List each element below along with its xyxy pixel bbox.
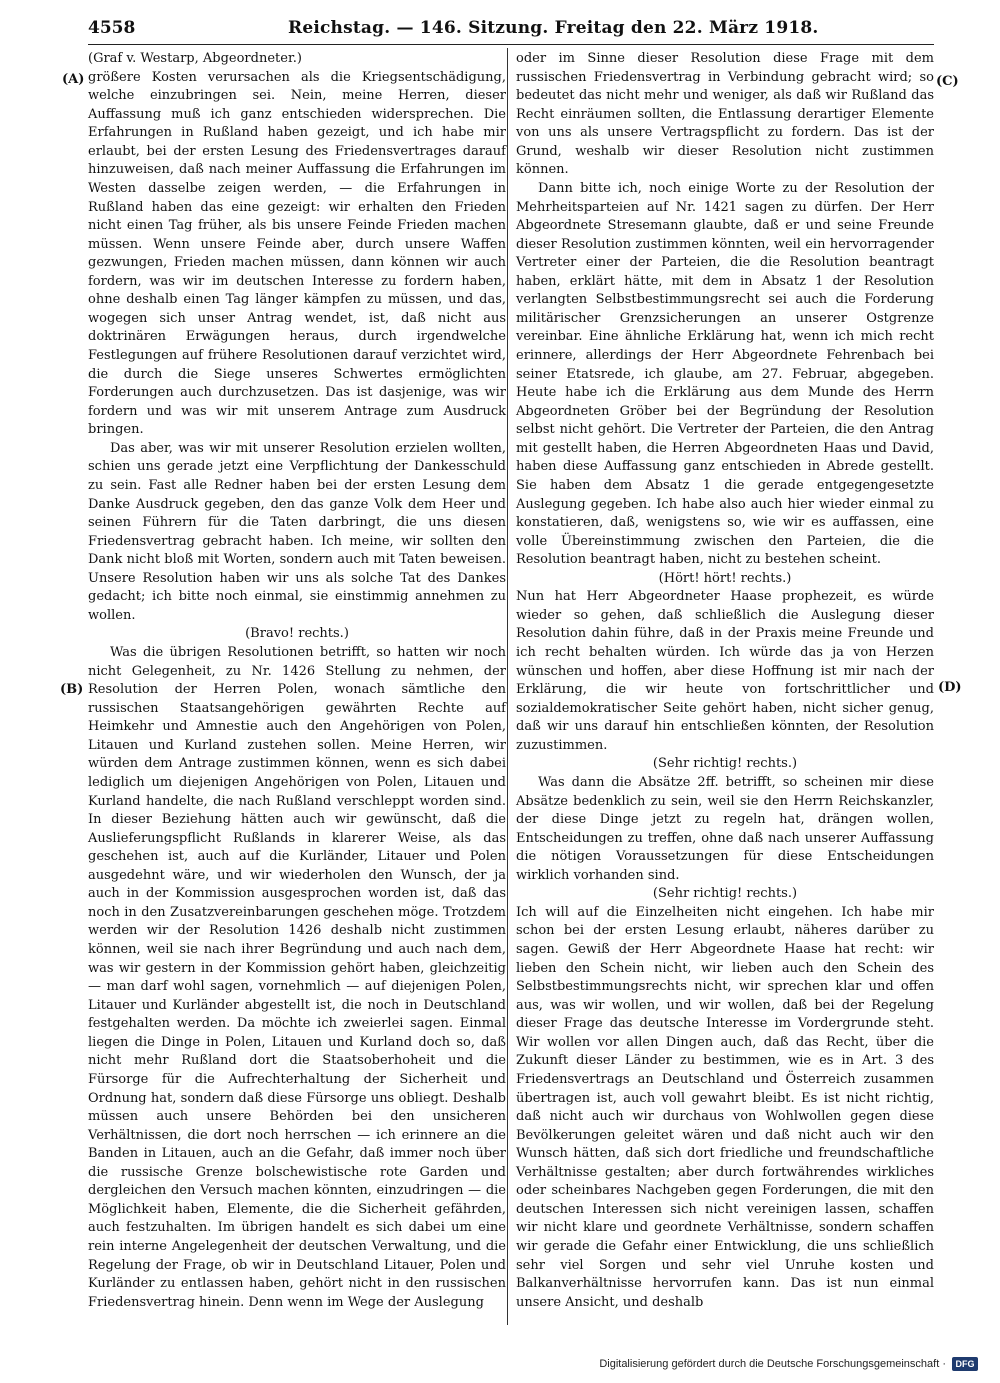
paragraph: Nun hat Herr Abgeordneter Haase prophezeit, es würde wieder so gehen, daß schließlich die Auslegung dieser Resolution dahin führe, daß in der Praxis meine Freunde und ich recht behalten würden. Ich würde das ja von Herzen wünschen und hoffen, aber diese Hoffnung ist mir nach der Erklärung, die wir heute von fortschrittlicher und sozialdemokratischer Seite gehört haben, nicht sicher genug, daß wir uns darauf hin entschließen könnten, der Resolution zuzustimmen. [516, 589, 934, 753]
header-rule [88, 44, 934, 45]
paragraph: Was die übrigen Resolutionen betrifft, so hatten wir noch nicht Gelegenheit, zu Nr. 1426 Stellung zu nehmen, der Resolution der Herren Polen, wonach sämtliche den russischen Staatsangehörigen gewährten Rechte auf Heimkehr und Amnestie auch den Angehörigen von Polen, Litauen und Kurland zustehen sollen. Meine Herren, wir würden dem Antrage zustimmen können, wenn es sich dabei lediglich um diejenigen Angehörigen von Polen, Litauen und Kurland handelte, die nach Rußland verschleppt worden sind. In dieser Beziehung hätten auch wir gewünscht, daß die Auslieferungspflicht Rußlands in klarerer Weise, als das geschehen ist, auch auf die Kurländer, Litauer und Polen ausgedehnt wäre, und wir wiederholen den Wunsch, der ja auch in der Kommission ausgesprochen worden ist, daß das noch in den Zusatzvereinbarungen geschehen möge. Trotzdem werden wir der Resolution 1426 deshalb nicht zustimmen können, weil sie nach ihrer Begründung und auch nach dem, was wir gestern in der Kommission gehört haben, gleichzeitig — man darf wohl sagen, vornehmlich — auf diejenigen Polen, Litauer und Kurländer abgestellt ist, die noch in Deutschland festgehalten werden. Da möchte ich zweierlei sagen. Einmal liegen die Dinge in Polen, Litauen und Kurland doch so, daß nicht mehr Rußland dort die Staatsoberhoheit und die Fürsorge für die Aufrechterhaltung der Sicherheit und Ordnung hat, sondern daß diese Fürsorge uns obliegt. Deshalb müssen auch unsere Behörden bei den unsicheren Verhältnissen, die dort noch herrschen — ich erinnere an die Banden in Litauen, auch an die Gefahr, daß immer noch über die russische Grenze bolschewistische rote Garden und dergleichen den Versuch machen könnten, einzudringen — die Möglichkeit haben, Elemente, die die Sicherheit gefährden, auch festzuhalten. Im übrigen handelt es sich dabei um eine rein interne Angelegenheit der deutschen Verwaltung, und die Regelung der Frage, ob wir in Deutschland Litauer, Polen und Kurländer zu entlassen haben, gehört nicht in den russischen Friedensvertrag hinein. Denn wenn im Wege der Auslegung [88, 645, 506, 1310]
interjection: (Bravo! rechts.) [245, 626, 349, 642]
page-header [88, 14, 932, 42]
dfg-logo: DFG [952, 1357, 978, 1371]
speaker-line: (Graf v. Westarp, Abgeordneter.) [88, 51, 302, 66]
paragraph: oder im Sinne dieser Resolution diese Frage mit dem russischen Friedensvertrag in Verbindung gebracht wird; so bedeutet das nicht mehr und weniger, als daß wir Rußland das Recht einräumen sollten, die Entlassung derartiger Elemente von uns als unsere Vertragspflicht zu fordern. Das ist der Grund, weshalb wir dieser Resolution nicht zustimmen können. [516, 51, 934, 178]
paragraph: größere Kosten verursachen als die Kriegsentschädigung, welche einzubringen sei. Nein, meine Herren, dieser Auffassung muß ich ganz entschieden widersprechen. Die Erfahrungen in Rußland haben gezeigt, und ich habe mir erlaubt, bei der ersten Lesung des Friedensvertrages darauf hinzuweisen, daß nach meiner Auffassung die Erfahrungen im Westen dasselbe zeigen werden, — die Erfahrungen in Rußland haben das eine gezeigt: wir erhalten den Frieden nicht einen Tag früher, als bis unsere Feinde Frieden machen müssen. Wenn unsere Feinde aber, durch unsere Waffen gezwungen, Frieden machen müssen, dann können wir auch fordern, was wir im deutschen Interesse zu fordern haben, ohne deshalb einen Tag länger kämpfen zu müssen, und das, wogegen sich unser Antrag wendet, ist, daß nicht aus doktrinären Erwägungen heraus, durch irgendwelche Festlegungen auf frühere Resolutionen darauf verzichtet wird, die durch die Siege unseres Schwertes ermöglichten Forderungen auch durchzusetzen. Das ist dasjenige, was wir fordern und was wir mit unserem Antrage zum Ausdruck bringen. [88, 69, 506, 438]
margin-marker-d: (D) [938, 680, 962, 695]
interjection: (Hört! hört! rechts.) [658, 570, 792, 586]
paragraph: Das aber, was wir mit unserer Resolution erzielen wollten, schien uns gerade jetzt eine Verpflichtung der Dankesschuld zu sein. Fast alle Redner haben bei der ersten Lesung dem Danke Ausdruck gegeben, den das ganze Volk dem Heer und seinen Führern für die Taten darbringt, die uns diesen Friedensvertrag gebracht haben. Ich meine, wir sollten den Dank nicht bloß mit Worten, sondern auch mit Taten beweisen. Unsere Resolution haben wir uns als solche Tat des Dankes gedacht; ich bitte noch einmal, sie einstimmig annehmen zu wollen. [88, 440, 506, 623]
paragraph: Ich will auf die Einzelheiten nicht eingehen. Ich habe mir schon bei der ersten Lesung erlaubt, näheres darüber zu sagen. Gewiß der Herr Abgeordnete Haase hat recht: wir lieben den Schein nicht, wir lieben auch den Schein des Selbstbestimmungsrechts nicht, wir sprechen klar und offen aus, was wir wollen, und wir wollen, daß bei der Regelung dieser Frage das deutsche Interesse im Vordergrunde steht. Wir wollen vor allen Dingen auch, daß das Recht, über die Zukunft dieser Länder zu bestimmen, wie es in Art. 3 des Friedensvertrags an Deutschland und Österreich zusammen übertragen ist, auch voll gewahrt bleibt. Es ist nicht richtig, daß nicht auch wir durchaus von Wohlwollen gegen diese Bevölkerungen geleitet wären und daß nicht auch wir den Wunsch hätten, daß sich dort friedliche und freundschaftliche Verhältnisse gestalten; aber durch fortwährendes wirkliches oder scheinbares Nachgeben gegen Forderungen, die mit den deutschen Interessen sich nicht vereinigen lassen, schaffen wir nicht klare und geordnete Verhältnisse, sondern schaffen wir gerade die Gefahr einer Entwicklung, die uns schließlich sehr viel Sorgen und sehr viel Unruhe kosten und Balkanverhältnisse hervorrufen kann. Das ist nun einmal unsere Ansicht, und deshalb [516, 904, 934, 1310]
column-divider [507, 48, 508, 1325]
margin-marker-c: (C) [936, 74, 959, 89]
interjection: (Sehr richtig! rechts.) [652, 756, 798, 772]
page-number: 4558 [88, 18, 136, 38]
digitization-credit [599, 1357, 978, 1371]
right-column [516, 50, 934, 1312]
interjection: (Sehr richtig! rechts.) [652, 886, 798, 902]
paragraph: Was dann die Absätze 2ff. betrifft, so scheinen mir diese Absätze bedenklich zu sein, weil sie den Herrn Reichskanzler, der diese Dinge jetzt zu regeln hat, drängen wollen, Entscheidungen zu treffen, ohne daß nach unserer Auffassung die nötigen Voraussetzungen für diese Entscheidungen wirklich vorhanden sind. [516, 774, 934, 883]
margin-marker-a: (A) [62, 72, 85, 87]
paragraph: Dann bitte ich, noch einige Worte zu der Resolution der Mehrheitsparteien auf Nr. 1421 sagen zu dürfen. Der Herr Abgeordnete Stresemann glaubte, daß er und seine Freunde dieser Resolution zustimmen könnten, weil ein hervorragender Vertreter einer der Parteien, die die Resolution beantragt haben, erklärt hätte, mit dem in Absatz 1 der Resolution verlangten Selbstbestimmungsrecht sei auch die Forderung militärischer Grenzsicherungen an unserer Ostgrenze vereinbar. Eine ähnliche Erklärung hat, wenn ich mich recht erinnere, allerdings der Herr Abgeordnete Fehrenbach bei seiner Etatsrede, ich glaube, am 27. Februar, abgegeben. Heute habe ich die Erklärung aus dem Munde des Herrn Abgeordneten Gröber bei der Begründung der Resolution selbst nicht gehört. Die Vertreter der Parteien, die den Antrag mit gestellt haben, die Herren Abgeordneten Haas und David, haben diese Auffassung ganz entschieden in Abrede gestellt. Sie haben dem Absatz 1 die gerade entgegengesetzte Auslegung gegeben. Ich habe also auch hier wieder einmal zu konstatieren, daß, wenigstens so, wie wir es auffassen, eine volle Übereinstimmung zwischen den Parteien, die die Resolution beantragt haben, nicht zu bestehen scheint. [516, 180, 934, 568]
credit-text: Digitalisierung gefördert durch die Deutsche Forschungsgemeinschaft · [599, 1358, 946, 1370]
page-title: Reichstag. — 146. Sitzung. Freitag den 22. März 1918. [288, 18, 819, 38]
margin-marker-b: (B) [60, 682, 84, 697]
left-column [88, 50, 506, 1312]
